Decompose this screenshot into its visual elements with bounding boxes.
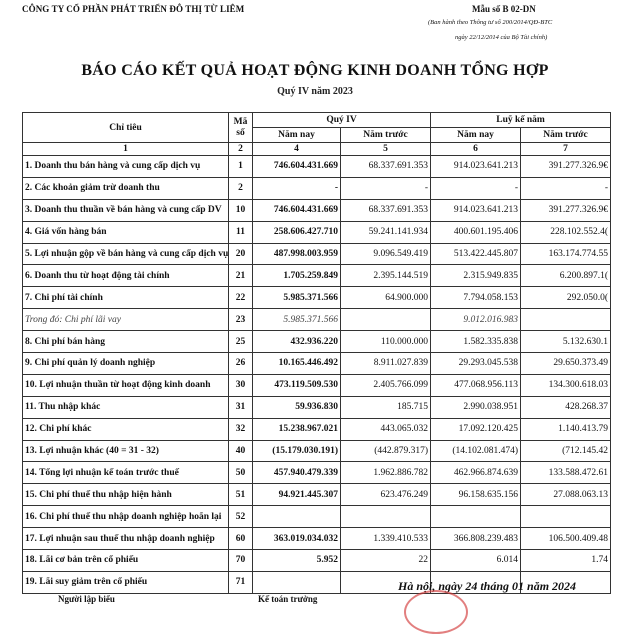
report-period: Quý IV năm 2023 bbox=[277, 86, 353, 97]
ytd-previous-value: 5.132.630.1 bbox=[521, 331, 611, 353]
ytd-previous-value: 292.050.0( bbox=[521, 287, 611, 309]
ytd-previous-value: 6.200.897.1( bbox=[521, 265, 611, 287]
row-code: 2 bbox=[229, 177, 253, 199]
ytd-previous-value bbox=[521, 309, 611, 331]
header-quarter-current: Năm nay bbox=[253, 128, 341, 143]
header-quarter: Quý IV bbox=[253, 113, 431, 128]
ytd-previous-value: - bbox=[521, 177, 611, 199]
row-item-name: 5. Lợi nhuận gộp về bán hàng và cung cấp dịch vụ bbox=[23, 243, 229, 265]
row-code: 70 bbox=[229, 550, 253, 572]
chief-accountant-signature-label: Kế toán trưởng bbox=[258, 594, 318, 604]
row-code: 11 bbox=[229, 221, 253, 243]
column-number: 6 bbox=[431, 143, 521, 156]
quarter-previous-value: 59.241.141.934 bbox=[341, 221, 431, 243]
ytd-current-value: 7.794.058.153 bbox=[431, 287, 521, 309]
header-ytd-previous: Năm trước bbox=[521, 128, 611, 143]
row-code: 60 bbox=[229, 528, 253, 550]
table-row bbox=[23, 177, 611, 199]
row-item-name: 13. Lợi nhuận khác (40 = 31 - 32) bbox=[23, 440, 229, 462]
quarter-previous-value: 8.911.027.839 bbox=[341, 353, 431, 375]
ytd-current-value: 2.990.038.951 bbox=[431, 396, 521, 418]
quarter-current-value bbox=[253, 571, 341, 593]
ytd-previous-value: 391.277.326.9€ bbox=[521, 199, 611, 221]
regulation-note: (Ban hành theo Thông tư số 200/2014/QĐ-BTC bbox=[428, 19, 553, 26]
row-code: 51 bbox=[229, 484, 253, 506]
quarter-current-value: 10.165.446.492 bbox=[253, 353, 341, 375]
ytd-current-value: 513.422.445.807 bbox=[431, 243, 521, 265]
row-item-name: 14. Tổng lợi nhuận kế toán trước thuế bbox=[23, 462, 229, 484]
row-item-name: 15. Chi phí thuế thu nhập hiện hành bbox=[23, 484, 229, 506]
income-statement-table bbox=[22, 112, 611, 594]
table-row bbox=[23, 528, 611, 550]
table-row bbox=[23, 287, 611, 309]
row-code: 71 bbox=[229, 571, 253, 593]
row-item-name: 8. Chi phí bán hàng bbox=[23, 331, 229, 353]
quarter-previous-value bbox=[341, 506, 431, 528]
quarter-current-value: 94.921.445.307 bbox=[253, 484, 341, 506]
row-code: 31 bbox=[229, 396, 253, 418]
column-number: 2 bbox=[229, 143, 253, 156]
quarter-previous-value: 2.395.144.519 bbox=[341, 265, 431, 287]
quarter-current-value: 432.936.220 bbox=[253, 331, 341, 353]
table-row bbox=[23, 484, 611, 506]
quarter-current-value: 746.604.431.669 bbox=[253, 199, 341, 221]
quarter-previous-value: 110.000.000 bbox=[341, 331, 431, 353]
ytd-previous-value: 1.74 bbox=[521, 550, 611, 572]
ytd-previous-value: 1.140.413.79 bbox=[521, 418, 611, 440]
table-row bbox=[23, 199, 611, 221]
row-code: 10 bbox=[229, 199, 253, 221]
preparer-signature-label: Người lập biểu bbox=[58, 594, 115, 604]
column-number: 5 bbox=[341, 143, 431, 156]
row-code: 23 bbox=[229, 309, 253, 331]
table-row bbox=[23, 309, 611, 331]
row-item-name: 17. Lợi nhuận sau thuế thu nhập doanh nghiệp bbox=[23, 528, 229, 550]
quarter-previous-value: 185.715 bbox=[341, 396, 431, 418]
ytd-current-value: 96.158.635.156 bbox=[431, 484, 521, 506]
quarter-current-value: 15.238.967.021 bbox=[253, 418, 341, 440]
quarter-previous-value: 68.337.691.353 bbox=[341, 156, 431, 178]
ytd-current-value: 914.023.641.213 bbox=[431, 199, 521, 221]
regulation-date-note: ngày 22/12/2014 của Bộ Tài chính) bbox=[455, 34, 548, 41]
ytd-previous-value: 27.088.063.13 bbox=[521, 484, 611, 506]
ytd-current-value: 1.582.335.838 bbox=[431, 331, 521, 353]
row-item-name: 18. Lãi cơ bản trên cổ phiếu bbox=[23, 550, 229, 572]
quarter-current-value: 1.705.259.849 bbox=[253, 265, 341, 287]
table-row bbox=[23, 243, 611, 265]
company-seal bbox=[404, 590, 468, 634]
table-row bbox=[23, 353, 611, 375]
ytd-previous-value: 133.588.472.61 bbox=[521, 462, 611, 484]
quarter-current-value: 363.019.034.032 bbox=[253, 528, 341, 550]
column-number: 4 bbox=[253, 143, 341, 156]
row-code: 1 bbox=[229, 156, 253, 178]
report-date: Hà nội, ngày 24 tháng 01 năm 2024 bbox=[398, 579, 577, 593]
header-code: Mã số bbox=[229, 113, 253, 143]
row-item-name: 2. Các khoản giảm trừ doanh thu bbox=[23, 177, 229, 199]
quarter-current-value: 5.952 bbox=[253, 550, 341, 572]
row-item-name: 6. Doanh thu từ hoạt động tài chính bbox=[23, 265, 229, 287]
quarter-previous-value: 22 bbox=[341, 550, 431, 572]
table-row bbox=[23, 396, 611, 418]
row-item-name: 3. Doanh thu thuần về bán hàng và cung cấp DV bbox=[23, 199, 229, 221]
row-item-name: 1. Doanh thu bán hàng và cung cấp dịch vụ bbox=[23, 156, 229, 178]
header-quarter-previous: Năm trước bbox=[341, 128, 431, 143]
quarter-current-value: 59.936.830 bbox=[253, 396, 341, 418]
column-number: 1 bbox=[23, 143, 229, 156]
ytd-previous-value: 428.268.37 bbox=[521, 396, 611, 418]
quarter-current-value: 473.119.509.530 bbox=[253, 374, 341, 396]
table-row bbox=[23, 418, 611, 440]
row-code: 52 bbox=[229, 506, 253, 528]
row-item-name: 16. Chi phí thuế thu nhập doanh nghiệp hoãn lại bbox=[23, 506, 229, 528]
ytd-previous-value: 106.500.409.48 bbox=[521, 528, 611, 550]
quarter-previous-value: (442.879.317) bbox=[341, 440, 431, 462]
row-code: 50 bbox=[229, 462, 253, 484]
header-ytd-current: Năm nay bbox=[431, 128, 521, 143]
row-item-name: 12. Chi phí khác bbox=[23, 418, 229, 440]
quarter-previous-value: 9.096.549.419 bbox=[341, 243, 431, 265]
quarter-current-value: (15.179.030.191) bbox=[253, 440, 341, 462]
row-item-name: 9. Chi phí quản lý doanh nghiệp bbox=[23, 353, 229, 375]
ytd-current-value: 400.601.195.406 bbox=[431, 221, 521, 243]
quarter-current-value: - bbox=[253, 177, 341, 199]
table-row bbox=[23, 462, 611, 484]
quarter-current-value: 258.606.427.710 bbox=[253, 221, 341, 243]
quarter-previous-value: 443.065.032 bbox=[341, 418, 431, 440]
ytd-previous-value: 391.277.326.9€ bbox=[521, 156, 611, 178]
quarter-previous-value: 1.339.410.533 bbox=[341, 528, 431, 550]
row-code: 30 bbox=[229, 374, 253, 396]
row-code: 40 bbox=[229, 440, 253, 462]
ytd-current-value: 2.315.949.835 bbox=[431, 265, 521, 287]
ytd-previous-value: 228.102.552.4( bbox=[521, 221, 611, 243]
quarter-current-value: 487.998.003.959 bbox=[253, 243, 341, 265]
quarter-previous-value: 1.962.886.782 bbox=[341, 462, 431, 484]
column-number: 7 bbox=[521, 143, 611, 156]
ytd-current-value: 914.023.641.213 bbox=[431, 156, 521, 178]
table-row bbox=[23, 331, 611, 353]
quarter-current-value bbox=[253, 506, 341, 528]
quarter-current-value: 5.985.371.566 bbox=[253, 287, 341, 309]
ytd-previous-value: 29.650.373.49 bbox=[521, 353, 611, 375]
company-name: CÔNG TY CỔ PHẦN PHÁT TRIỂN ĐÔ THỊ TỪ LIÊM bbox=[22, 4, 245, 14]
ytd-current-value: 9.012.016.983 bbox=[431, 309, 521, 331]
row-code: 26 bbox=[229, 353, 253, 375]
row-code: 21 bbox=[229, 265, 253, 287]
table-row bbox=[23, 156, 611, 178]
ytd-previous-value bbox=[521, 506, 611, 528]
quarter-previous-value bbox=[341, 309, 431, 331]
table-row bbox=[23, 374, 611, 396]
ytd-previous-value: (712.145.42 bbox=[521, 440, 611, 462]
quarter-current-value: 5.985.371.566 bbox=[253, 309, 341, 331]
ytd-current-value: 6.014 bbox=[431, 550, 521, 572]
row-item-name: 19. Lãi suy giảm trên cổ phiếu bbox=[23, 571, 229, 593]
ytd-current-value: 29.293.045.538 bbox=[431, 353, 521, 375]
ytd-current-value: 477.068.956.113 bbox=[431, 374, 521, 396]
ytd-current-value: (14.102.081.474) bbox=[431, 440, 521, 462]
quarter-previous-value: 64.900.000 bbox=[341, 287, 431, 309]
header-year-to-date: Luỹ kế năm bbox=[431, 113, 611, 128]
row-code: 20 bbox=[229, 243, 253, 265]
ytd-previous-value: 163.174.774.55 bbox=[521, 243, 611, 265]
table-row bbox=[23, 440, 611, 462]
row-code: 22 bbox=[229, 287, 253, 309]
row-item-name: 4. Giá vốn hàng bán bbox=[23, 221, 229, 243]
quarter-current-value: 457.940.479.339 bbox=[253, 462, 341, 484]
ytd-current-value: 462.966.874.639 bbox=[431, 462, 521, 484]
quarter-current-value: 746.604.431.669 bbox=[253, 156, 341, 178]
header-item: Chỉ tiêu bbox=[23, 113, 229, 143]
row-code: 25 bbox=[229, 331, 253, 353]
ytd-current-value bbox=[431, 506, 521, 528]
quarter-previous-value: 68.337.691.353 bbox=[341, 199, 431, 221]
row-code: 32 bbox=[229, 418, 253, 440]
table-row bbox=[23, 221, 611, 243]
quarter-previous-value: 2.405.766.099 bbox=[341, 374, 431, 396]
table-row bbox=[23, 550, 611, 572]
row-item-name: 11. Thu nhập khác bbox=[23, 396, 229, 418]
row-item-name: 7. Chi phí tài chính bbox=[23, 287, 229, 309]
ytd-current-value: 366.808.239.483 bbox=[431, 528, 521, 550]
quarter-previous-value: - bbox=[341, 177, 431, 199]
table-row bbox=[23, 265, 611, 287]
row-item-name: 10. Lợi nhuận thuần từ hoạt động kinh doanh bbox=[23, 374, 229, 396]
ytd-current-value: - bbox=[431, 177, 521, 199]
quarter-previous-value: 623.476.249 bbox=[341, 484, 431, 506]
ytd-current-value: 17.092.120.425 bbox=[431, 418, 521, 440]
ytd-previous-value: 134.300.618.03 bbox=[521, 374, 611, 396]
table-row bbox=[23, 506, 611, 528]
report-title: BÁO CÁO KẾT QUẢ HOẠT ĐỘNG KINH DOANH TỔNG HỢP bbox=[81, 62, 549, 79]
row-item-name: Trong đó: Chi phí lãi vay bbox=[23, 309, 229, 331]
form-code: Mẫu số B 02-DN bbox=[472, 4, 536, 14]
